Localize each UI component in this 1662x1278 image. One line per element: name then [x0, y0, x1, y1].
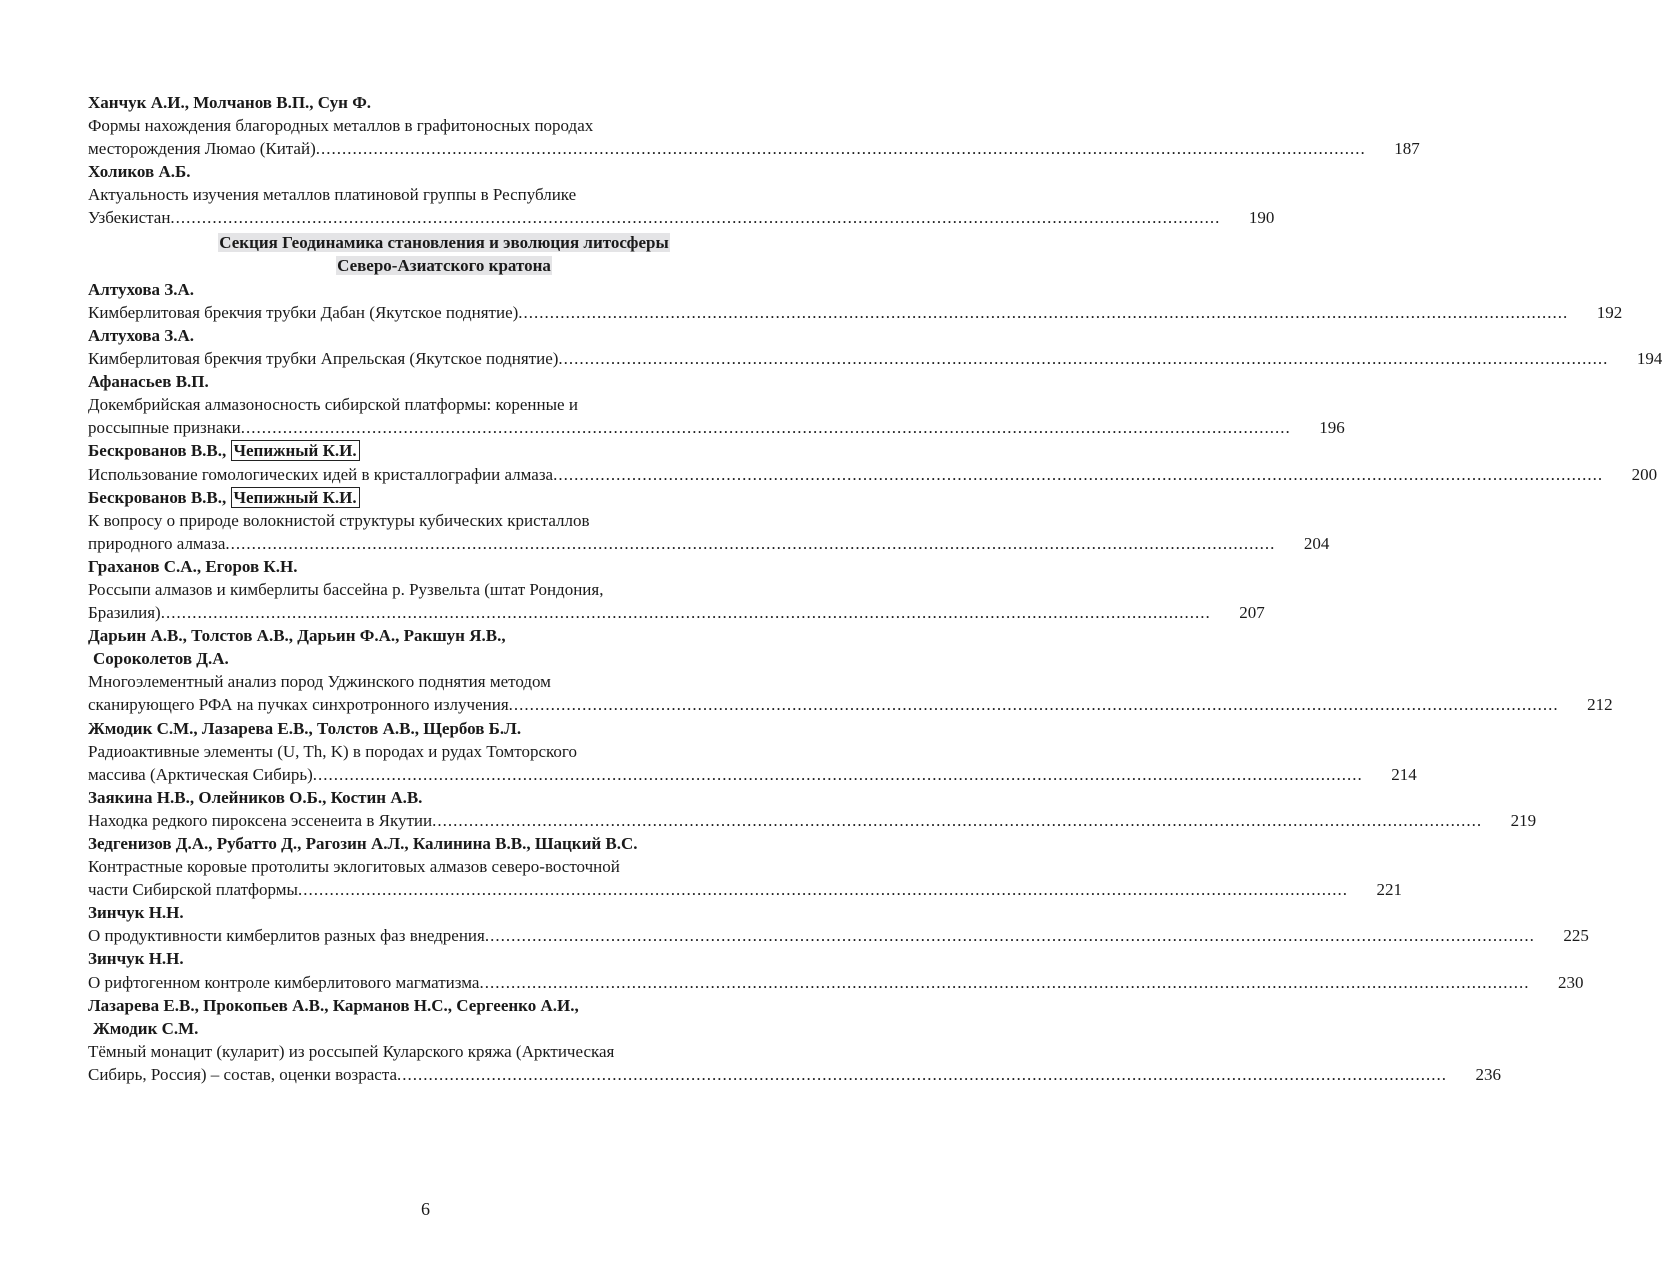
- entry-title-text: массива (Арктическая Сибирь): [88, 764, 313, 784]
- leader-dots: ........................................................................................................................................................................................................: [484, 926, 1535, 946]
- toc-entry: [88, 160, 1275, 229]
- toc-entries-previous-section: [88, 91, 1420, 230]
- entry-title-text: Кимберлитовая брекчия трубки Дабан (Якутское поднятие): [88, 302, 519, 322]
- author-name: Зинчук Н.Н.: [88, 903, 184, 923]
- entry-title-line: Многоэлементный анализ пород Уджинского поднятия методом: [88, 672, 551, 692]
- entry-page-number: 219: [1510, 810, 1537, 830]
- entry-authors: [88, 439, 800, 462]
- entry-title-text: части Сибирской платформы: [88, 880, 298, 900]
- author-name: Лазарева Е.В., Прокопьев А.В., Карманов Н.С., Сергеенко А.И.,: [88, 995, 579, 1015]
- entry-authors: [88, 160, 800, 183]
- entry-title-last-line: [88, 347, 1662, 370]
- entry-title-last-line: [88, 924, 1589, 947]
- leader-dots: ........................................................................................................................................................................................................: [432, 810, 1483, 830]
- entry-title-text: месторождения Люмао (Китай): [88, 139, 316, 159]
- entry-page-number: 192: [1596, 302, 1623, 322]
- entry-authors: [88, 555, 800, 578]
- highlighted-author: Чепижный К.И.: [231, 440, 360, 461]
- toc-entry: [88, 91, 1420, 160]
- toc-entry: [88, 947, 1584, 993]
- toc-entries-section: [88, 278, 1662, 1086]
- leader-dots: ........................................................................................................................................................................................................: [479, 972, 1530, 992]
- entry-page-number: 207: [1239, 603, 1265, 623]
- entry-title-last-line: [88, 601, 1265, 624]
- entry-authors: [88, 786, 800, 809]
- entry-page-number: 212: [1587, 695, 1613, 715]
- entry-title-last-line: [88, 878, 1402, 901]
- entry-title-last-line: [88, 693, 1613, 716]
- entry-title-line: Контрастные коровые протолиты эклогитовых алмазов северо-восточной: [88, 857, 620, 877]
- section-heading: [88, 231, 800, 277]
- entry-page-number: 236: [1475, 1064, 1502, 1084]
- entry-authors: [88, 91, 800, 114]
- entry-title-line: Тёмный монацит (куларит) из россыпей Куларского кряжа (Арктическая: [88, 1041, 615, 1061]
- leader-dots: ........................................................................................................................................................................................................: [312, 764, 1363, 784]
- entry-title-text: Кимберлитовая брекчия трубки Апрельская (Якутское поднятие): [88, 349, 559, 369]
- author-name: Дарьин А.В., Толстов А.В., Дарьин Ф.А., Ракшун Я.В.,: [88, 626, 506, 646]
- entry-title-last-line: [88, 206, 1275, 229]
- author-name: Бескрованов В.В.,: [88, 487, 231, 507]
- table-of-contents: [88, 91, 1662, 1086]
- entry-title-line: Формы нахождения благородных металлов в графитоносных породах: [88, 116, 594, 136]
- entry-title-text: природного алмаза: [88, 533, 226, 553]
- section-heading-line-1: Секция Геодинамика становления и эволюция литосферы: [219, 232, 669, 252]
- leader-dots: ........................................................................................................................................................................................................: [315, 139, 1366, 159]
- toc-entry: [88, 555, 1265, 624]
- highlighted-author: Чепижный К.И.: [231, 487, 360, 508]
- entry-page-number: 200: [1631, 464, 1658, 484]
- author-name: Ханчук А.И., Молчанов В.П., Сун Ф.: [88, 93, 372, 112]
- entry-authors: [88, 624, 800, 647]
- entry-authors: [88, 370, 800, 393]
- entry-page-number: 194: [1636, 349, 1662, 369]
- entry-title-last-line: [88, 137, 1420, 160]
- entry-title-text: Сибирь, Россия) – состав, оценки возраста: [88, 1064, 398, 1084]
- entry-title-text: Находка редкого пироксена эссенеита в Якутии: [88, 810, 433, 830]
- leader-dots: ........................................................................................................................................................................................................: [558, 349, 1609, 369]
- toc-entry: [88, 370, 1345, 439]
- author-name: Зинчук Н.Н.: [88, 949, 184, 969]
- entry-title-last-line: [88, 971, 1584, 994]
- author-name: Холиков А.Б.: [88, 162, 191, 182]
- entry-page-number: 187: [1394, 139, 1420, 159]
- entry-title-line: Актуальность изучения металлов платиновой группы в Республике: [88, 185, 577, 205]
- entry-authors: [88, 324, 800, 347]
- entry-title-text: Использование гомологических идей в кристаллографии алмаза: [88, 464, 554, 484]
- toc-entry: [88, 624, 1613, 716]
- author-name: Афанасьев В.П.: [88, 372, 209, 392]
- toc-entry: [88, 786, 1537, 832]
- entry-page-number: 204: [1303, 533, 1330, 553]
- entry-authors: [88, 832, 800, 855]
- entry-title-line: Россыпи алмазов и кимберлиты бассейна р. Рузвельта (штат Рондония,: [88, 579, 604, 599]
- toc-entry: [88, 994, 1502, 1086]
- toc-entry: [88, 901, 1589, 947]
- page-number: 6: [421, 1199, 430, 1219]
- entry-title-last-line: [88, 301, 1623, 324]
- author-name: Алтухова З.А.: [88, 279, 195, 299]
- entry-page-number: 190: [1248, 208, 1275, 228]
- section-heading-line-2: Северо-Азиатского кратона: [337, 255, 551, 275]
- entry-authors: [88, 717, 800, 740]
- author-name: Зедгенизов Д.А., Рубатто Д., Рагозин А.Л., Калинина В.В., Шацкий В.С.: [88, 834, 638, 853]
- toc-entry: [88, 278, 1623, 324]
- entry-title-text: Бразилия): [88, 603, 161, 623]
- entry-page-number: 225: [1563, 926, 1589, 946]
- leader-dots: ........................................................................................................................................................................................................: [397, 1064, 1448, 1084]
- entry-page-number: 221: [1376, 880, 1402, 900]
- author-name: Жмодик С.М., Лазарева Е.В., Толстов А.В., Щербов Б.Л.: [88, 718, 522, 738]
- toc-entry: [88, 324, 1662, 370]
- leader-dots: ........................................................................................................................................................................................................: [240, 418, 1291, 438]
- entry-title-last-line: [88, 416, 1345, 439]
- entry-title-text: О продуктивности кимберлитов разных фаз внедрения: [88, 926, 485, 946]
- leader-dots: ........................................................................................................................................................................................................: [297, 880, 1348, 900]
- entry-title-line: Радиоактивные элементы (U, Th, K) в породах и рудах Томторского: [88, 741, 577, 761]
- author-name: Алтухова З.А.: [88, 325, 195, 345]
- toc-entry: [88, 717, 1417, 786]
- entry-title-last-line: [88, 463, 1658, 486]
- leader-dots: ........................................................................................................................................................................................................: [553, 464, 1604, 484]
- entry-title-line: К вопросу о природе волокнистой структуры кубических кристаллов: [88, 510, 590, 530]
- entry-authors-continued: Жмодик С.М.: [93, 1018, 199, 1038]
- entry-authors: [88, 994, 800, 1017]
- entry-title-text: россыпные признаки: [88, 418, 241, 438]
- toc-entry: [88, 832, 1402, 901]
- entry-title-last-line: [88, 532, 1330, 555]
- entry-authors-continued: Сороколетов Д.А.: [93, 649, 229, 669]
- leader-dots: ........................................................................................................................................................................................................: [518, 302, 1569, 322]
- entry-title-text: Узбекистан: [88, 208, 171, 228]
- leader-dots: ........................................................................................................................................................................................................: [225, 533, 1276, 553]
- author-name: Бескрованов В.В.,: [88, 441, 231, 461]
- entry-title-last-line: [88, 763, 1417, 786]
- entry-title-line: Докембрийская алмазоносность сибирской платформы: коренные и: [88, 395, 578, 415]
- entry-page-number: 214: [1391, 764, 1417, 784]
- entry-title-last-line: [88, 1063, 1502, 1086]
- toc-entry: [88, 439, 1658, 485]
- toc-entry: [88, 486, 1330, 555]
- entry-title-text: О рифтогенном контроле кимберлитового магматизма: [88, 972, 480, 992]
- entry-authors: [88, 901, 800, 924]
- author-name: Заякина Н.В., Олейников О.Б., Костин А.В.: [88, 787, 423, 807]
- entry-title-text: сканирующего РФА на пучках синхротронного излучения: [88, 695, 509, 715]
- leader-dots: ........................................................................................................................................................................................................: [170, 208, 1221, 228]
- author-name: Граханов С.А., Егоров К.Н.: [88, 556, 298, 576]
- entry-title-last-line: [88, 809, 1537, 832]
- entry-authors: [88, 278, 800, 301]
- leader-dots: ........................................................................................................................................................................................................: [160, 603, 1211, 623]
- entry-page-number: 196: [1319, 418, 1345, 438]
- entry-page-number: 230: [1557, 972, 1584, 992]
- entry-authors: [88, 486, 800, 509]
- entry-authors: [88, 947, 800, 970]
- leader-dots: ........................................................................................................................................................................................................: [508, 695, 1559, 715]
